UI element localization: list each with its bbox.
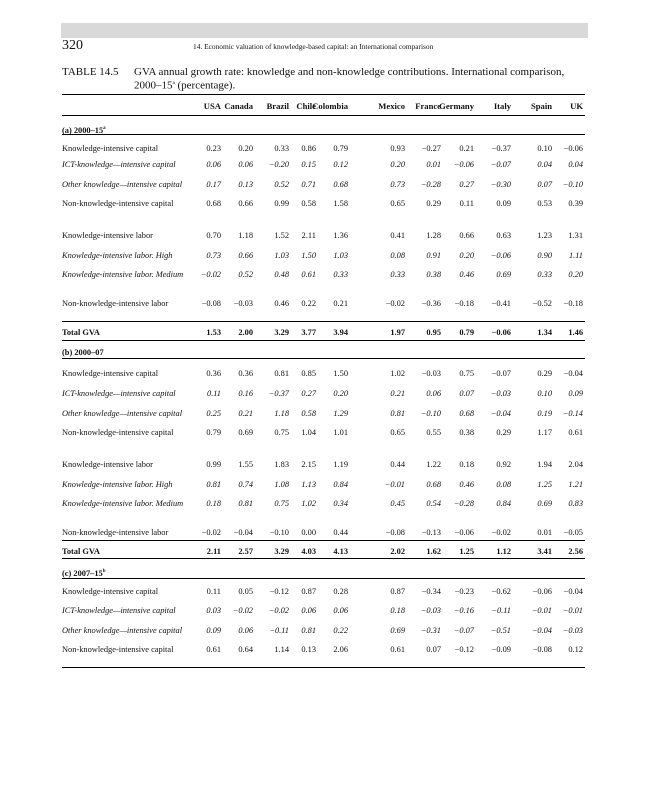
row-label: Total GVA — [62, 547, 100, 556]
table-cell: −0.01 — [384, 480, 405, 489]
table-cell: 0.27 — [301, 389, 316, 398]
table-cell: 3.94 — [333, 328, 348, 337]
table-cell: 0.68 — [206, 199, 221, 208]
section-title-text: (b) 2000–07 — [62, 348, 104, 357]
section-end-rule — [62, 340, 585, 341]
table-cell: 0.75 — [274, 499, 289, 508]
column-header: Chile — [296, 101, 316, 111]
table-cell: −0.08 — [201, 299, 221, 308]
table-cell: 1.55 — [238, 460, 253, 469]
table-cell: 0.10 — [537, 389, 552, 398]
table-cell: −0.01 — [531, 606, 552, 615]
table-cell: 0.11 — [206, 587, 221, 596]
table-cell: 2.02 — [390, 547, 405, 556]
table-cell: 0.61 — [206, 645, 221, 654]
table-cell: 0.23 — [206, 144, 221, 153]
table-cell: −0.06 — [490, 251, 511, 260]
table-cell: 0.70 — [206, 231, 221, 240]
table-cell: 0.06 — [301, 606, 316, 615]
row-label: Knowledge-intensive capital — [62, 369, 159, 378]
table-cell: 0.71 — [301, 180, 316, 189]
table-cell: 1.34 — [537, 328, 552, 337]
section-title-sup: b — [102, 569, 106, 574]
table-cell: 0.58 — [301, 409, 316, 418]
table-cell: −0.12 — [269, 587, 289, 596]
section-end-rule — [62, 558, 585, 559]
row-label: ICT-knowledge—intensive capital — [62, 389, 176, 398]
table-cell: 0.39 — [568, 199, 583, 208]
table-cell: 0.09 — [496, 199, 511, 208]
table-cell: 0.09 — [206, 626, 221, 635]
table-cell: 0.83 — [568, 499, 583, 508]
table-cell: 0.63 — [496, 231, 511, 240]
table-cell: 0.81 — [301, 626, 316, 635]
table-cell: −0.41 — [491, 299, 511, 308]
table-cell: 1.46 — [568, 328, 583, 337]
table-caption-label: TABLE 14.5 — [62, 66, 119, 78]
table-cell: 0.73 — [390, 180, 405, 189]
table-cell: −0.02 — [385, 299, 405, 308]
row-label: Knowledge-intensive labor. High — [62, 251, 173, 260]
row-label: Knowledge-intensive labor — [62, 460, 153, 469]
table-cell: 0.81 — [274, 369, 289, 378]
table-cell: −0.03 — [233, 299, 253, 308]
table-cell: −0.30 — [490, 180, 511, 189]
section-title-text: (a) 2000–15 — [62, 125, 104, 135]
table-cell: 0.18 — [206, 499, 221, 508]
row-label: Knowledge-intensive labor. Medium — [62, 270, 184, 279]
table-cell: 0.69 — [390, 626, 405, 635]
table-cell: 4.13 — [333, 547, 348, 556]
table-bottom-rule — [62, 667, 585, 668]
table-cell: 0.65 — [390, 199, 405, 208]
table-cell: 0.61 — [568, 428, 583, 437]
table-cell: 0.53 — [537, 199, 552, 208]
table-cell: 0.03 — [206, 606, 221, 615]
table-cell: 1.23 — [537, 231, 552, 240]
table-cell: 0.21 — [238, 409, 253, 418]
column-header: UK — [570, 101, 583, 111]
table-cell: 0.74 — [238, 480, 253, 489]
table-cell: 0.79 — [459, 328, 474, 337]
row-label: Non-knowledge-intensive labor — [62, 299, 169, 308]
header-rule — [62, 115, 585, 116]
table-cell: 1.25 — [459, 547, 474, 556]
table-cell: −0.08 — [385, 528, 405, 537]
table-cell: 1.58 — [333, 199, 348, 208]
table-cell: 0.64 — [238, 645, 253, 654]
table-cell: 1.11 — [568, 251, 583, 260]
column-header: Canada — [224, 101, 253, 111]
table-cell: 1.03 — [274, 251, 289, 260]
table-cell: 0.79 — [206, 428, 221, 437]
table-cell: 0.86 — [301, 144, 316, 153]
table-cell: 0.27 — [459, 180, 474, 189]
table-cell: −0.51 — [490, 626, 511, 635]
table-cell: 0.04 — [537, 160, 552, 169]
page-number: 320 — [62, 38, 83, 53]
table-cell: 0.52 — [238, 270, 253, 279]
table-cell: −0.03 — [562, 626, 583, 635]
table-cell: 0.52 — [274, 180, 289, 189]
table-cell: 0.20 — [333, 389, 348, 398]
table-cell: 1.50 — [301, 251, 316, 260]
table-cell: 0.69 — [238, 428, 253, 437]
table-cell: −0.06 — [454, 528, 474, 537]
table-cell: 0.66 — [238, 199, 253, 208]
table-cell: 1.21 — [568, 480, 583, 489]
table-cell: 0.06 — [426, 389, 441, 398]
table-cell: 1.52 — [274, 231, 289, 240]
column-header: Spain — [530, 101, 552, 111]
table-cell: 1.94 — [537, 460, 552, 469]
table-cell: 1.12 — [496, 547, 511, 556]
table-cell: −0.06 — [532, 587, 552, 596]
table-cell: 0.45 — [390, 499, 405, 508]
table-cell: −0.07 — [453, 626, 474, 635]
table-cell: 0.61 — [301, 270, 316, 279]
table-cell: 0.93 — [390, 144, 405, 153]
table-cell: 2.00 — [238, 328, 253, 337]
table-cell: 2.57 — [238, 547, 253, 556]
column-header: Germany — [439, 101, 474, 111]
table-cell: −0.09 — [491, 645, 511, 654]
table-cell: 1.36 — [333, 231, 348, 240]
table-cell: 1.83 — [274, 460, 289, 469]
row-label: Other knowledge—intensive capital — [62, 626, 183, 635]
table-cell: 0.21 — [459, 144, 474, 153]
table-cell: −0.62 — [491, 587, 511, 596]
table-cell: 0.16 — [238, 389, 253, 398]
column-header: Brazil — [266, 101, 289, 111]
table-cell: 3.29 — [274, 328, 289, 337]
table-cell: 0.08 — [390, 251, 405, 260]
table-cell: −0.07 — [491, 369, 511, 378]
table-cell: 1.03 — [333, 251, 348, 260]
section-rule — [62, 134, 585, 135]
total-rule — [62, 540, 585, 541]
column-header: Italy — [493, 101, 511, 111]
table-cell: 0.66 — [459, 231, 474, 240]
row-label: Non-knowledge-intensive capital — [62, 199, 174, 208]
table-cell: −0.34 — [421, 587, 441, 596]
table-cell: 0.21 — [333, 299, 348, 308]
table-cell: 0.12 — [568, 645, 583, 654]
table-cell: −0.03 — [421, 369, 441, 378]
table-cell: 0.06 — [206, 160, 221, 169]
table-cell: 0.84 — [333, 480, 348, 489]
table-cell: −0.03 — [490, 389, 511, 398]
table-cell: 1.18 — [274, 409, 289, 418]
table-cell: −0.02 — [200, 270, 221, 279]
table-cell: −0.10 — [420, 409, 441, 418]
table-cell: −0.31 — [420, 626, 441, 635]
table-caption-suffix: (percentage). — [174, 80, 236, 93]
table-cell: −0.10 — [562, 180, 583, 189]
table-cell: −0.14 — [562, 409, 583, 418]
table-cell: 0.75 — [274, 428, 289, 437]
table-cell: 0.85 — [301, 369, 316, 378]
table-top-rule — [62, 94, 585, 95]
table-cell: 1.22 — [426, 460, 441, 469]
table-cell: 0.33 — [390, 270, 405, 279]
table-cell: 0.68 — [459, 409, 474, 418]
table-cell: −0.02 — [268, 606, 289, 615]
table-cell: −0.18 — [454, 299, 474, 308]
table-cell: −0.13 — [421, 528, 441, 537]
table-cell: 0.92 — [496, 460, 511, 469]
table-cell: −0.02 — [491, 528, 511, 537]
table-cell: −0.28 — [453, 499, 474, 508]
column-header: France — [415, 101, 441, 111]
table-cell: 0.61 — [390, 645, 405, 654]
table-cell: −0.07 — [490, 160, 511, 169]
table-cell: 0.46 — [274, 299, 289, 308]
table-cell: 0.18 — [390, 606, 405, 615]
table-cell: 0.01 — [426, 160, 441, 169]
row-label: Non-knowledge-intensive capital — [62, 645, 174, 654]
table-cell: 0.11 — [459, 199, 474, 208]
table-cell: 0.20 — [459, 251, 474, 260]
table-cell: 0.01 — [537, 528, 552, 537]
table-cell: 1.29 — [333, 409, 348, 418]
table-cell: 0.22 — [333, 626, 348, 635]
table-cell: 0.68 — [333, 180, 348, 189]
table-cell: 2.11 — [301, 231, 316, 240]
table-cell: 0.33 — [333, 270, 348, 279]
table-cell: 0.07 — [459, 389, 474, 398]
table-cell: 0.06 — [238, 626, 253, 635]
table-cell: −0.02 — [232, 606, 253, 615]
table-cell: 2.06 — [333, 645, 348, 654]
table-cell: 0.08 — [496, 480, 511, 489]
column-header: USA — [203, 101, 221, 111]
table-cell: 3.77 — [301, 328, 316, 337]
table-cell: 1.04 — [301, 428, 316, 437]
table-cell: 1.31 — [568, 231, 583, 240]
header-bar — [61, 23, 588, 38]
table-cell: 0.69 — [537, 499, 552, 508]
table-cell: 0.91 — [426, 251, 441, 260]
table-caption — [134, 66, 584, 92]
table-cell: −0.06 — [491, 328, 511, 337]
table-cell: 3.29 — [274, 547, 289, 556]
row-label: Knowledge-intensive labor — [62, 231, 153, 240]
table-cell: 0.46 — [459, 270, 474, 279]
table-cell: 0.29 — [537, 369, 552, 378]
table-cell: −0.04 — [563, 587, 583, 596]
table-cell: −0.01 — [562, 606, 583, 615]
table-cell: 0.68 — [426, 480, 441, 489]
table-cell: 0.55 — [426, 428, 441, 437]
table-cell: 0.18 — [459, 460, 474, 469]
table-cell: 0.19 — [537, 409, 552, 418]
table-cell: 0.06 — [238, 160, 253, 169]
table-cell: 0.22 — [301, 299, 316, 308]
column-header: Mexico — [378, 101, 405, 111]
section-rule — [62, 578, 585, 579]
table-cell: −0.37 — [268, 389, 289, 398]
table-cell: 0.38 — [426, 270, 441, 279]
table-cell: −0.27 — [421, 144, 441, 153]
row-label: Non-knowledge-intensive capital — [62, 428, 174, 437]
table-caption-text: GVA annual growth rate: knowledge and non-knowledge contributions. International comparison, 2000–15 — [134, 66, 565, 93]
table-cell: 0.95 — [426, 328, 441, 337]
table-cell: 1.25 — [537, 480, 552, 489]
table-cell: 1.18 — [238, 231, 253, 240]
table-cell: 0.07 — [537, 180, 552, 189]
total-rule — [62, 321, 585, 322]
table-cell: 0.29 — [426, 199, 441, 208]
table-cell: −0.18 — [563, 299, 583, 308]
row-label: ICT-knowledge—intensive capital — [62, 160, 176, 169]
table-cell: 0.36 — [206, 369, 221, 378]
table-cell: 0.33 — [274, 144, 289, 153]
table-cell: 1.28 — [426, 231, 441, 240]
table-cell: 0.15 — [301, 160, 316, 169]
table-cell: 0.79 — [333, 144, 348, 153]
table-cell: −0.06 — [453, 160, 474, 169]
table-cell: −0.04 — [233, 528, 253, 537]
table-cell: 0.81 — [390, 409, 405, 418]
table-cell: 0.87 — [301, 587, 316, 596]
table-cell: −0.23 — [454, 587, 474, 596]
table-cell: 0.13 — [238, 180, 253, 189]
table-cell: 0.84 — [496, 499, 511, 508]
section-title-text: (c) 2007–15 — [62, 568, 103, 578]
table-cell: 1.14 — [274, 645, 289, 654]
table-cell: 0.00 — [301, 528, 316, 537]
table-cell: −0.04 — [563, 369, 583, 378]
table-cell: 0.41 — [390, 231, 405, 240]
table-cell: 0.44 — [390, 460, 405, 469]
table-cell: 0.75 — [459, 369, 474, 378]
table-cell: 0.90 — [537, 251, 552, 260]
table-cell: 0.87 — [390, 587, 405, 596]
table-cell: 1.02 — [390, 369, 405, 378]
table-cell: 2.04 — [568, 460, 583, 469]
table-cell: −0.03 — [420, 606, 441, 615]
section-title — [62, 348, 104, 358]
table-cell: 0.73 — [206, 251, 221, 260]
table-cell: −0.11 — [269, 626, 289, 635]
table-cell: 0.81 — [206, 480, 221, 489]
table-cell: 0.10 — [537, 144, 552, 153]
table-cell: −0.20 — [268, 160, 289, 169]
table-cell: 0.69 — [496, 270, 511, 279]
table-cell: 0.06 — [333, 606, 348, 615]
table-cell: −0.02 — [201, 528, 221, 537]
row-label: Non-knowledge-intensive labor — [62, 528, 169, 537]
table-cell: 0.38 — [459, 428, 474, 437]
table-cell: 0.20 — [238, 144, 253, 153]
table-cell: −0.12 — [454, 645, 474, 654]
running-head: 14. Economic valuation of knowledge-based capital: an International comparison — [193, 42, 434, 51]
table-cell: −0.11 — [491, 606, 511, 615]
table-cell: 0.44 — [333, 528, 348, 537]
table-cell: 0.36 — [238, 369, 253, 378]
table-cell: 0.48 — [274, 270, 289, 279]
table-cell: −0.05 — [563, 528, 583, 537]
table-cell: 1.08 — [274, 480, 289, 489]
table-cell: 0.21 — [390, 389, 405, 398]
table-cell: 0.20 — [390, 160, 405, 169]
table-cell: −0.04 — [490, 409, 511, 418]
table-cell: −0.36 — [421, 299, 441, 308]
row-label: Knowledge-intensive capital — [62, 144, 159, 153]
table-caption-sup: a — [172, 81, 175, 87]
table-cell: 0.13 — [301, 645, 316, 654]
table-cell: −0.08 — [532, 645, 552, 654]
table-cell: 0.07 — [426, 645, 441, 654]
table-cell: 2.56 — [568, 547, 583, 556]
table-cell: 1.01 — [333, 428, 348, 437]
row-label: Knowledge-intensive labor. Medium — [62, 499, 184, 508]
table-cell: 4.03 — [301, 547, 316, 556]
table-cell: 1.50 — [333, 369, 348, 378]
table-cell: 3.41 — [537, 547, 552, 556]
table-cell: 1.62 — [426, 547, 441, 556]
table-cell: 2.15 — [301, 460, 316, 469]
table-cell: 1.19 — [333, 460, 348, 469]
table-cell: −0.04 — [531, 626, 552, 635]
table-cell: −0.06 — [563, 144, 583, 153]
row-label: Other knowledge—intensive capital — [62, 180, 183, 189]
table-cell: −0.16 — [453, 606, 474, 615]
table-cell: 0.66 — [238, 251, 253, 260]
table-cell: −0.37 — [491, 144, 511, 153]
section-title-sup: a — [103, 126, 106, 131]
table-cell: 2.11 — [206, 547, 221, 556]
table-cell: 1.97 — [390, 328, 405, 337]
row-label: Knowledge-intensive labor. High — [62, 480, 173, 489]
row-label: Knowledge-intensive capital — [62, 587, 159, 596]
table-cell: 0.04 — [568, 160, 583, 169]
table-cell: 0.25 — [206, 409, 221, 418]
table-cell: 1.17 — [537, 428, 552, 437]
table-cell: 1.13 — [301, 480, 316, 489]
table-cell: 0.34 — [333, 499, 348, 508]
table-cell: −0.52 — [532, 299, 552, 308]
table-cell: 0.11 — [206, 389, 221, 398]
row-label: Total GVA — [62, 328, 100, 337]
table-cell: 0.28 — [333, 587, 348, 596]
table-cell: 0.99 — [206, 460, 221, 469]
table-cell: 0.99 — [274, 199, 289, 208]
table-cell: 0.29 — [496, 428, 511, 437]
table-cell: 0.20 — [568, 270, 583, 279]
row-label: ICT-knowledge—intensive capital — [62, 606, 176, 615]
table-cell: 0.05 — [238, 587, 253, 596]
section-rule — [62, 358, 585, 359]
table-cell: 0.17 — [206, 180, 221, 189]
column-header: Colombia — [312, 101, 348, 111]
table-cell: −0.10 — [269, 528, 289, 537]
table-cell: −0.28 — [420, 180, 441, 189]
table-cell: 1.53 — [206, 328, 221, 337]
table-cell: 0.65 — [390, 428, 405, 437]
table-cell: 1.02 — [301, 499, 316, 508]
table-cell: 0.33 — [537, 270, 552, 279]
row-label: Other knowledge—intensive capital — [62, 409, 183, 418]
table-cell: 0.81 — [238, 499, 253, 508]
table-cell: 0.12 — [333, 160, 348, 169]
table-cell: 0.09 — [568, 389, 583, 398]
table-cell: 0.54 — [426, 499, 441, 508]
table-cell: 0.46 — [459, 480, 474, 489]
table-cell: 0.58 — [301, 199, 316, 208]
